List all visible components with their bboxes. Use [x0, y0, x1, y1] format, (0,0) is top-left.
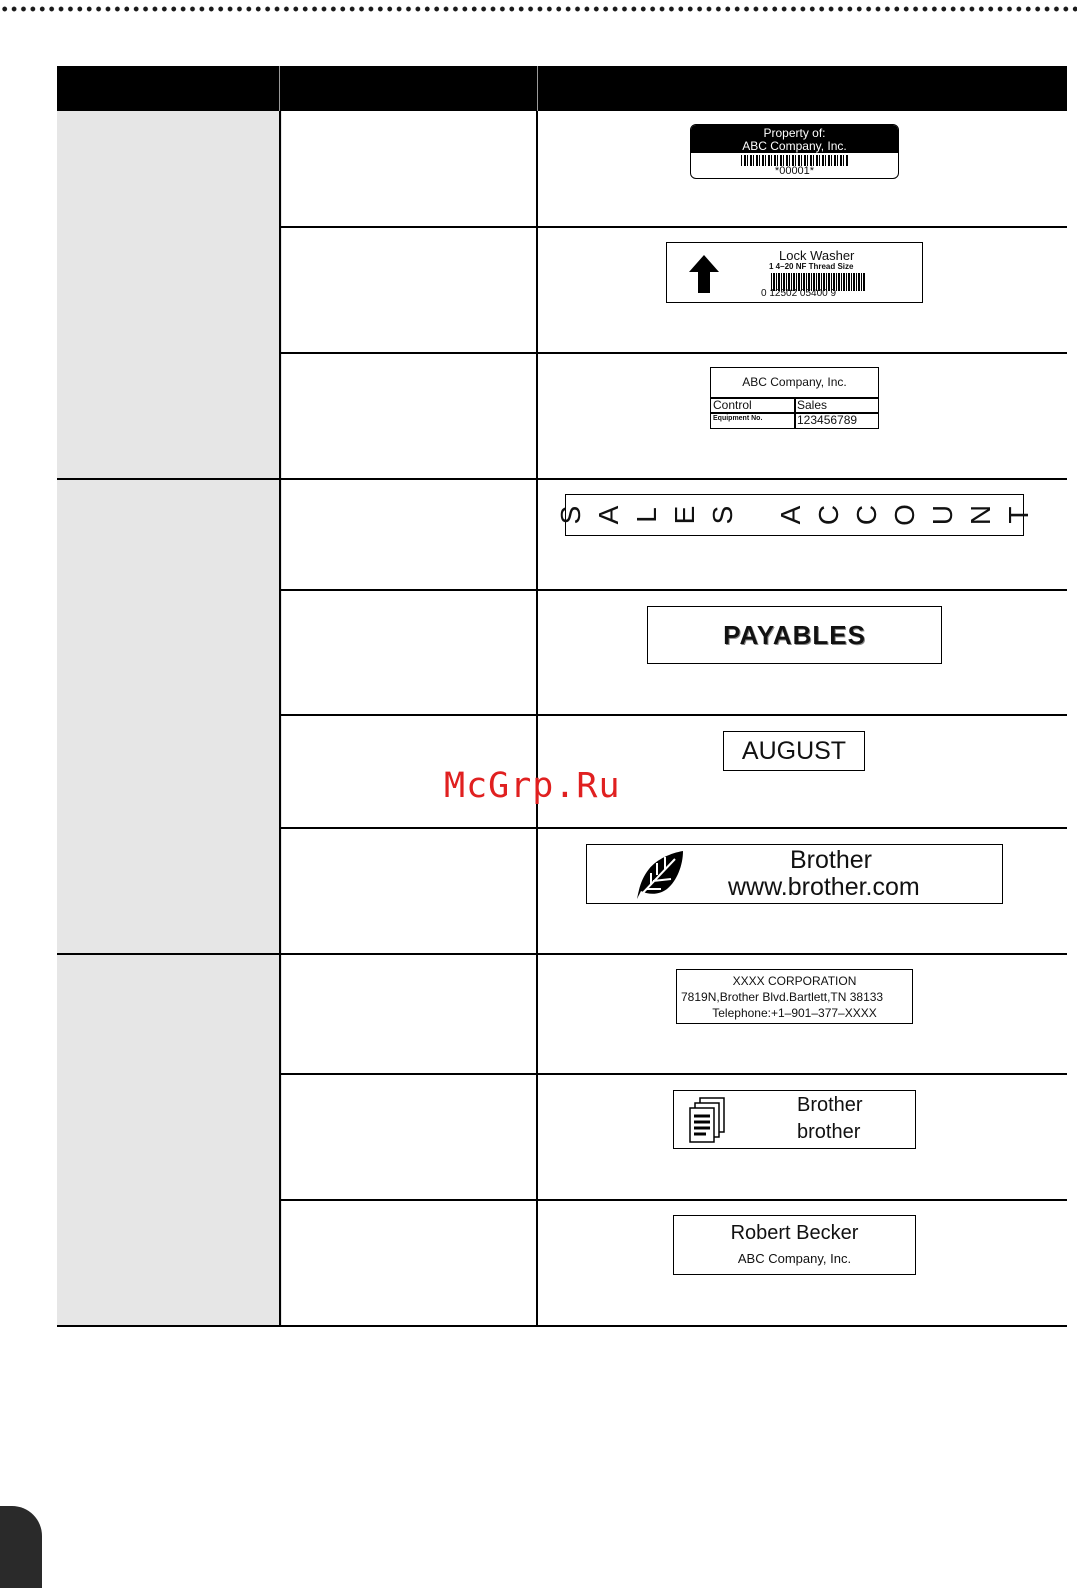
asset-tag-barcode-text: *00001*	[774, 165, 815, 177]
brother-website-line1: Brother	[790, 846, 872, 874]
company-table-label	[710, 367, 879, 429]
payables-text: PAYABLES	[723, 620, 866, 650]
name-tag-line1: Robert Becker	[730, 1222, 859, 1244]
header-separator	[279, 66, 280, 111]
sales-account-letter: S	[706, 505, 738, 525]
row-divider	[279, 827, 1067, 829]
row-divider	[279, 714, 1067, 716]
row-divider	[279, 1199, 1067, 1201]
header-separator	[537, 66, 538, 111]
table-header	[57, 66, 1067, 111]
column-divider	[279, 111, 281, 1327]
company-table-r2c2: 123456789	[797, 413, 858, 427]
row-divider	[279, 226, 1067, 228]
brother-document-label	[673, 1090, 916, 1149]
watermark: McGrp.Ru	[444, 766, 621, 806]
sales-account-letter: S	[554, 505, 586, 525]
sales-account-letter: T	[1002, 506, 1034, 524]
group-divider	[57, 478, 1067, 480]
company-table-r2c1: Equipment No.	[713, 415, 763, 422]
brother-document-line1: Brother	[797, 1094, 863, 1116]
row-divider	[279, 1073, 1067, 1075]
address-line3: Telephone:+1–901–377–XXXX	[712, 1006, 877, 1020]
company-table-r1c2: Sales	[797, 398, 828, 412]
company-table-r1c1: Control	[713, 398, 752, 412]
brother-website-label	[586, 844, 1003, 904]
lock-washer-barcode-digits: 0 12502 05400 9	[761, 288, 837, 299]
name-tag-label	[673, 1215, 916, 1275]
group-cell-1	[57, 111, 282, 479]
sales-account-letter: A	[774, 505, 806, 525]
group-divider	[57, 953, 1067, 955]
sales-account-letter: L	[630, 507, 662, 523]
august-label	[723, 731, 865, 771]
address-line1: XXXX CORPORATION	[732, 974, 857, 988]
address-label	[676, 969, 913, 1024]
lock-washer-title: Lock Washer	[779, 248, 855, 263]
page-side-tab	[0, 1506, 42, 1588]
dotted-top-border	[0, 6, 1077, 12]
address-line2: 7819N,Brother Blvd.Bartlett,TN 38133	[681, 990, 884, 1004]
group-cell-2	[57, 480, 282, 954]
sales-account-letter: N	[964, 504, 996, 526]
sales-account-letter: O	[888, 504, 920, 526]
sales-account-label	[554, 494, 1034, 536]
table-bottom-border	[57, 1325, 1067, 1327]
lock-washer-label	[666, 242, 923, 303]
payables-label	[647, 606, 942, 664]
asset-tag-line1: Property of:	[763, 126, 826, 140]
asset-tag-line2: ABC Company, Inc.	[742, 139, 847, 153]
leaf-icon	[631, 849, 685, 901]
lock-washer-subtitle: 1 4–20 NF Thread Size	[769, 262, 854, 271]
sales-account-letters	[554, 499, 1034, 531]
row-divider	[279, 352, 1067, 354]
sales-account-letter: C	[850, 504, 882, 526]
group-cell-3	[57, 955, 282, 1327]
documents-icon	[688, 1096, 728, 1144]
name-tag-line2: ABC Company, Inc.	[737, 1251, 852, 1266]
sales-account-text	[554, 495, 1034, 535]
arrow-up-icon	[689, 255, 719, 293]
row-divider	[279, 589, 1067, 591]
sales-account-letter: C	[812, 504, 844, 526]
brother-document-line2: brother	[797, 1121, 861, 1143]
sales-account-letter: U	[926, 504, 958, 526]
company-table-title: ABC Company, Inc.	[742, 375, 847, 389]
sales-account-letter: A	[592, 505, 624, 525]
brother-website-line2: www.brother.com	[728, 873, 920, 901]
sales-account-letter: E	[668, 505, 700, 525]
column-divider	[536, 111, 538, 1327]
august-text: AUGUST	[741, 737, 847, 765]
asset-tag-label	[690, 124, 899, 179]
